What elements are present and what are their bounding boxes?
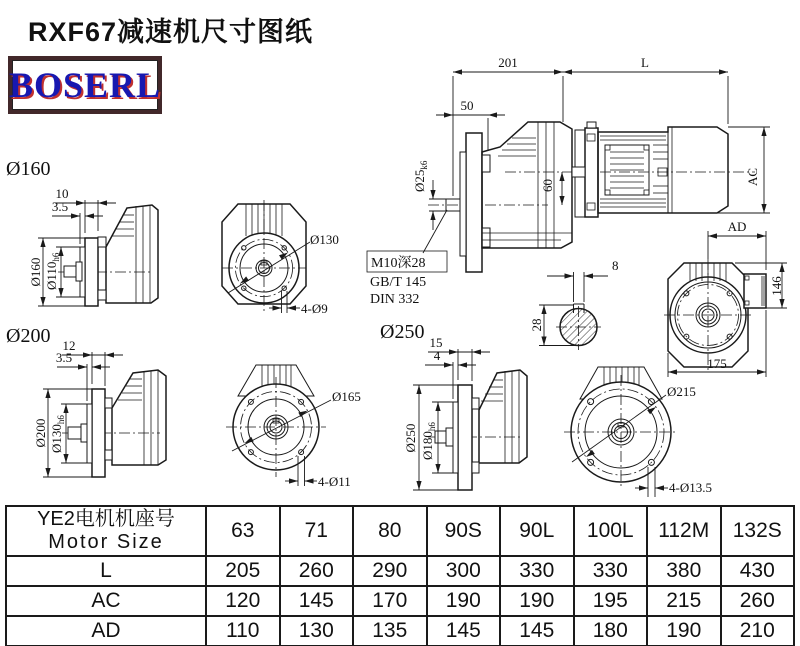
flange-250-side-view (403, 335, 527, 490)
cell: 260 (721, 586, 795, 616)
dim-175: 175 (707, 356, 727, 371)
cell: 180 (574, 616, 648, 646)
row-label: AC (6, 586, 206, 616)
cell: 145 (500, 616, 574, 646)
cell: 190 (500, 586, 574, 616)
cell: 120 (206, 586, 280, 616)
dim-146: 146 (769, 276, 784, 296)
col-header: 71 (280, 506, 354, 556)
dim-shaft-label: $Ø25_{k6}$ (412, 160, 429, 192)
cell: 215 (647, 586, 721, 616)
dim-bolt-circle-130: Ø130 (310, 232, 339, 247)
dim-AC: AC (745, 167, 760, 186)
row-label: L (6, 556, 206, 586)
table-row-L (6, 556, 794, 586)
col-header: 112M (647, 506, 721, 556)
col-header: 90L (500, 506, 574, 556)
dim-holes-130: 4-Ø9 (301, 301, 328, 316)
cell: 145 (280, 586, 354, 616)
cell: 205 (206, 556, 280, 586)
cell: 110 (206, 616, 280, 646)
dim-holes-215: 4-Ø13.5 (669, 480, 712, 495)
dim-160-b: 3.5 (51, 199, 69, 214)
dim-key-height: 28 (529, 318, 544, 332)
section-heading-200: Ø200 (6, 325, 51, 347)
cell: 380 (647, 556, 721, 586)
technical-drawing (0, 45, 800, 505)
boserl-logo-text: BOSERL (8, 65, 162, 105)
table-row-AD (6, 616, 794, 646)
row-label: AD (6, 616, 206, 646)
assembly-side-view (412, 55, 770, 272)
flange-200-front-view (226, 365, 361, 489)
cell: 190 (647, 616, 721, 646)
motor-front-view (664, 219, 787, 377)
dim-key-width: 8 (612, 258, 619, 273)
cell: 330 (574, 556, 648, 586)
cell: 290 (353, 556, 427, 586)
flange-200-side-view (33, 338, 166, 477)
dim-holes-165: 4-Ø11 (318, 474, 351, 489)
col-header: 90S (427, 506, 501, 556)
dim-160-outer: Ø160 (28, 257, 43, 287)
cell: 135 (353, 616, 427, 646)
header-motor-size-cn: YE2电机机座号 (37, 508, 175, 530)
col-header: 63 (206, 506, 280, 556)
dim-200-outer: Ø200 (33, 418, 48, 448)
cell: 430 (721, 556, 795, 586)
header-motor-size (6, 506, 206, 556)
cell: 330 (500, 556, 574, 586)
cell: 260 (280, 556, 354, 586)
dim-bolt-circle-165: Ø165 (332, 389, 361, 404)
dim-250-a: 15 (429, 335, 443, 350)
thread-note-line2: GB/T 145 (370, 275, 427, 290)
table-header-row (6, 506, 794, 556)
cell: 300 (427, 556, 501, 586)
cell: 195 (574, 586, 648, 616)
col-header: 100L (574, 506, 648, 556)
flange-160-front-view (222, 200, 339, 316)
thread-note (367, 251, 447, 307)
dim-250-b: 4 (433, 348, 441, 363)
dim-250-outer: Ø250 (403, 423, 418, 453)
dim-AD: AD (727, 219, 747, 234)
shaft-keyway-section (529, 258, 619, 350)
dim-160-a: 10 (55, 186, 69, 201)
dim-bolt-circle-215: Ø215 (667, 384, 696, 399)
thread-note-line1: M10深28 (371, 256, 426, 271)
col-header: 132S (721, 506, 795, 556)
dim-200-spigot: $Ø130_{h6}$ (49, 415, 66, 453)
section-heading-250: Ø250 (380, 321, 425, 343)
dim-200-b: 3.5 (55, 350, 73, 365)
thread-note-line3: DIN 332 (370, 292, 420, 307)
cell: 190 (427, 586, 501, 616)
motor-size-table (5, 505, 795, 646)
dim-L: L (641, 55, 649, 70)
dim-160-spigot: $Ø110_{h6}$ (44, 252, 61, 290)
cell: 130 (280, 616, 354, 646)
page-title: RXF67减速机尺寸图纸 (28, 17, 314, 47)
header-motor-size-en: Motor Size (48, 531, 164, 553)
table-row-AC (6, 586, 794, 616)
dim-60: 60 (540, 179, 555, 192)
cell: 210 (721, 616, 795, 646)
cell: 170 (353, 586, 427, 616)
dim-200-a: 12 (62, 338, 76, 353)
cell: 145 (427, 616, 501, 646)
section-heading-160: Ø160 (6, 158, 51, 180)
dim-250-spigot: $Ø180_{h6}$ (420, 422, 437, 460)
dim-201: 201 (498, 55, 518, 70)
dim-50: 50 (460, 98, 474, 113)
flange-160-side-view (28, 186, 158, 306)
col-header: 80 (353, 506, 427, 556)
flange-250-front-view (564, 367, 712, 497)
